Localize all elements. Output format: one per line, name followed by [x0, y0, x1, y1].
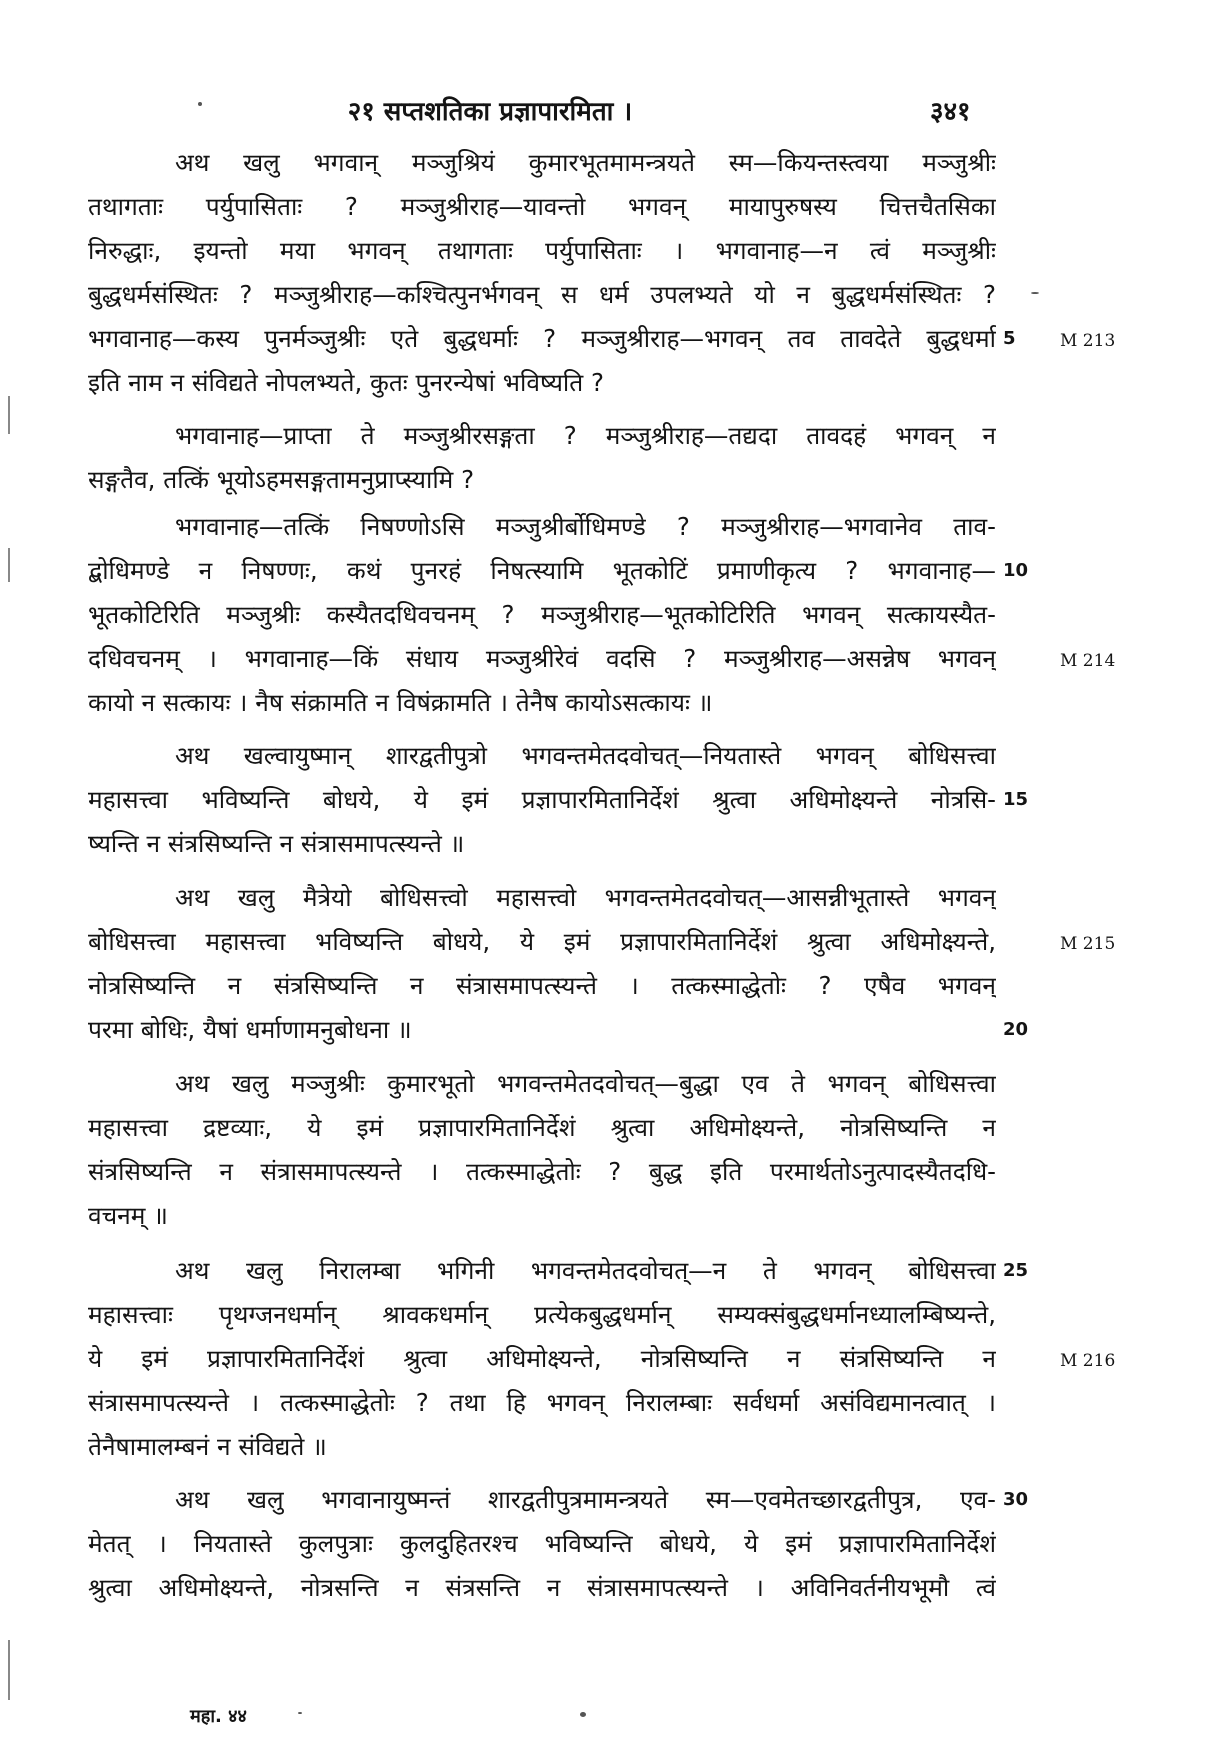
text-line: बुद्धधर्मसंस्थितः ? मञ्जुश्रीराह—कश्चित्पुनर्भगवन् स धर्म उपलभ्यते यो न बुद्धधर्मसंस्थितः ? [88, 280, 996, 309]
text-line: दधिवचनम् । भगवानाह—किं संधाय मञ्जुश्रीरेवं वदसि ? मञ्जुश्रीराह—असन्नेष भगवन् [88, 644, 996, 673]
scan-speck [198, 102, 202, 106]
text-line: अथ खलु भगवानायुष्मन्तं शारद्वतीपुत्रमामन्त्रयते स्म—एवमेतच्छारद्वतीपुत्र, एव- [175, 1485, 996, 1514]
text-line: भगवानाह—प्राप्ता ते मञ्जुश्रीरसङ्गता ? मञ्जुश्रीराह—तद्यदा तावदहं भगवन् न [175, 421, 996, 450]
text-line: महासत्त्वा भविष्यन्ति बोधये, ये इमं प्रज्ञापारमितानिर्देशं श्रुत्वा अधिमोक्ष्यन्ते नोत्रसि- [88, 785, 996, 814]
line-number: 10 [1003, 560, 1029, 581]
signature-mark: महा. ४४ [190, 1706, 247, 1727]
margin-reference: M 213 [1060, 331, 1116, 351]
text-line: संत्रसिष्यन्ति न संत्रासमापत्स्यन्ते । तत्कस्माद्धेतोः ? बुद्ध इति परमार्थतोऽनुत्पादस्यैतदधि- [88, 1157, 996, 1186]
margin-reference: M 215 [1060, 934, 1116, 954]
scan-speck [580, 1712, 586, 1717]
text-line: अथ खलु मैत्रेयो बोधिसत्त्वो महासत्त्वो भगवन्तमेतदवोचत्—आसन्नीभूतास्ते भगवन् [175, 883, 996, 912]
text-line: सङ्गतैव, तत्किं भूयोऽहमसङ्गतामनुप्राप्स्यामि ? [88, 465, 475, 494]
text-line: अथ खलु निरालम्बा भगिनी भगवन्तमेतदवोचत्—न ते भगवन् बोधिसत्त्वा [175, 1256, 996, 1285]
line-number: 5 [1003, 328, 1016, 349]
text-line: संत्रासमापत्स्यन्ते । तत्कस्माद्धेतोः ? तथा हि भगवन् निरालम्बाः सर्वधर्मा असंविद्यमानत्वात् । [88, 1388, 996, 1417]
text-line: नोत्रसिष्यन्ति न संत्रसिष्यन्ति न संत्रासमापत्स्यन्ते । तत्कस्माद्धेतोः ? एषैव भगवन् [88, 971, 996, 1000]
text-line: भूतकोटिरिति मञ्जुश्रीः कस्यैतदधिवचनम् ? मञ्जुश्रीराह—भूतकोटिरिति भगवन् सत्कायस्यैत- [88, 600, 996, 629]
scan-edge-mark [8, 1640, 10, 1700]
text-line: भगवानाह—कस्य पुनर्मञ्जुश्रीः एते बुद्धधर्माः ? मञ्जुश्रीराह—भगवन् तव तावदेते बुद्धधर्मा [88, 324, 996, 353]
text-line: तथागताः पर्युपासिताः ? मञ्जुश्रीराह—यावन्तो भगवन् मायापुरुषस्य चित्तचैतसिका [88, 192, 996, 221]
text-line: वचनम् ॥ [88, 1201, 168, 1230]
text-line: तेनैषामालम्बनं न संविद्यते ॥ [88, 1432, 327, 1461]
text-line: भगवानाह—तत्किं निषण्णोऽसि मञ्जुश्रीर्बोधिमण्डे ? मञ्जुश्रीराह—भगवानेव ताव- [175, 512, 996, 541]
text-line: ये इमं प्रज्ञापारमितानिर्देशं श्रुत्वा अधिमोक्ष्यन्ते, नोत्रसिष्यन्ति न संत्रसिष्यन्ति न [88, 1344, 996, 1373]
text-line: बोधिसत्त्वा महासत्त्वा भविष्यन्ति बोधये, ये इमं प्रज्ञापारमितानिर्देशं श्रुत्वा अधिमोक्ष्यन्ते, [88, 927, 996, 956]
running-header-title: २१ सप्तशतिका प्रज्ञापारमिता । [347, 97, 633, 127]
line-number: 20 [1003, 1019, 1029, 1040]
line-number: 30 [1003, 1489, 1029, 1510]
text-line: निरुद्धाः, इयन्तो मया भगवन् तथागताः पर्युपासिताः । भगवानाह—न त्वं मञ्जुश्रीः [88, 236, 996, 265]
scan-speck [1031, 292, 1039, 294]
text-line: अथ खलु मञ्जुश्रीः कुमारभूतो भगवन्तमेतदवोचत्—बुद्धा एव ते भगवन् बोधिसत्त्वा [175, 1069, 996, 1098]
text-line: ष्यन्ति न संत्रसिष्यन्ति न संत्रासमापत्स्यन्ते ॥ [88, 829, 465, 858]
scan-speck [298, 1712, 302, 1714]
scan-edge-mark [8, 548, 10, 582]
text-line: परमा बोधिः, यैषां धर्माणामनुबोधना ॥ [88, 1015, 412, 1044]
text-line: महासत्त्वा द्रष्टव्याः, ये इमं प्रज्ञापारमितानिर्देशं श्रुत्वा अधिमोक्ष्यन्ते, नोत्रसिष्यन्ति न [88, 1113, 996, 1142]
margin-reference: M 214 [1060, 651, 1116, 671]
text-line: अथ खल्वायुष्मान् शारद्वतीपुत्रो भगवन्तमेतदवोचत्—नियतास्ते भगवन् बोधिसत्त्वा [175, 741, 996, 770]
line-number: 25 [1003, 1260, 1029, 1281]
margin-reference: M 216 [1060, 1351, 1116, 1371]
page-number: ३४१ [930, 97, 971, 127]
text-line: इति नाम न संविद्यते नोपलभ्यते, कुतः पुनरन्येषां भविष्यति ? [88, 368, 605, 397]
text-line: मेतत् । नियतास्ते कुलपुत्राः कुलदुहितरश्च भविष्यन्ति बोधये, ये इमं प्रज्ञापारमितानिर्देशं [88, 1529, 996, 1558]
text-line: महासत्त्वाः पृथग्जनधर्मान् श्रावकधर्मान् प्रत्येकबुद्धधर्मान् सम्यक्संबुद्धधर्मानध्यालम्बिष्यन्ते, [88, 1300, 996, 1329]
text-line: कायो न सत्कायः । नैष संक्रामति न विषंक्रामति । तेनैष कायोऽसत्कायः ॥ [88, 688, 713, 717]
line-number: 15 [1003, 789, 1029, 810]
text-line: द्बोधिमण्डे न निषण्णः, कथं पुनरहं निषत्स्यामि भूतकोटिं प्रमाणीकृत्य ? भगवानाह— [88, 556, 996, 585]
scan-edge-mark [8, 396, 10, 434]
text-line: अथ खलु भगवान् मञ्जुश्रियं कुमारभूतमामन्त्रयते स्म—कियन्तस्त्वया मञ्जुश्रीः [175, 148, 996, 177]
text-line: श्रुत्वा अधिमोक्ष्यन्ते, नोत्रसन्ति न संत्रसन्ति न संत्रासमापत्स्यन्ते । अविनिवर्तनीयभूमौ त्वं [88, 1573, 996, 1602]
